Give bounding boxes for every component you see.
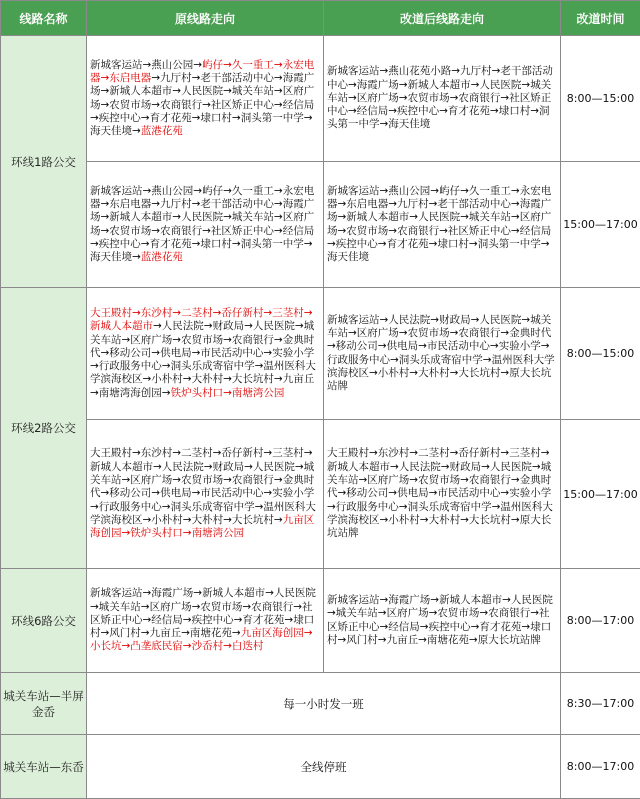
route-text-changed: 蓝港花苑 [141,125,183,137]
route-text: 新城客运站→海霞广场→新城人本超市→人民医院→城关车站→区府广场→农贸市场→农商银行→社区矫正中心→经信局→疾控中心→育才花苑→埭口村→风门村→九亩丘→南塘花苑→ [90,587,316,639]
header-row [1,1,640,36]
route-name-1: 环线1路公交 [1,36,87,288]
new-route: 新城客运站→燕山花苑小路→九厅村→老干部活动中心→海霞广场→新城人本超市→人民医院→城关车站→区府广场→农贸市场→农商银行→社区矫正中心→经信局→疾控中心→育才花苑→埭口村→洞头第一中学→海天佳境 [324,36,561,162]
route-text: 新城客运站→燕山公园→ [90,59,202,71]
original-route [87,569,324,673]
original-route [87,288,324,420]
service-note: 全线停班 [87,735,561,799]
change-time: 15:00—17:00 [561,162,640,288]
new-route: 新城客运站→人民法院→财政局→人民医院→城关车站→区府广场→农贸市场→农商银行→金典时代→移动公司→供电局→市民活动中心→实验小学→行政服务中心→洞头乐成寄宿中学→温州医科大学滨海校区→小朴村→大朴村→大长坑村→原大长坑站牌 [324,288,561,420]
table-row [1,569,640,673]
original-route [87,420,324,569]
change-time: 8:00—15:00 [561,36,640,162]
table-row [1,36,640,162]
table-row [1,288,640,420]
route-name-6: 环线6路公交 [1,569,87,673]
new-route: 大王殿村→东沙村→二茎村→岙仔新村→三茎村→新城人本超市→人民法院→财政局→人民医院→城关车站→区府广场→农贸市场→农商银行→金典时代→移动公司→供电局→市民活动中心→实验小学→行政服务中心→洞头乐成寄宿中学→温州医科大学滨海校区→小朴村→大朴村→大长坑村→原大长坑站牌 [324,420,561,569]
change-time: 8:30—17:00 [561,673,640,735]
route-text: 新城客运站→燕山公园→屿仔→久一重工→永宏电器→东启电器→九厅村→老干部活动中心→海霞广场→新城人本超市→人民医院→城关车站→区府广场→农贸市场→农商银行→社区矫正中心→经信局→疾控中心→育才花苑→埭口村→洞头第一中学→海天佳境→ [90,185,314,263]
original-route [87,36,324,162]
route-name-2: 环线2路公交 [1,288,87,569]
route-text-changed: 九亩区海创园→小长坑→凸垄底民宿→沙岙村→白迭村 [90,627,313,652]
change-time: 8:00—17:00 [561,735,640,799]
table-row [1,420,640,569]
route-name-dongao: 城关车站—东岙 [1,735,87,799]
route-text-changed: 九亩区海创园→铁炉头村口→南塘湾公园 [90,514,314,539]
header-original-route: 原线路走向 [87,1,324,36]
route-text: 大王殿村→东沙村→二茎村→岙仔新村→三茎村→新城人本超市→人民法院→财政局→人民医院→城关车站→区府广场→农贸市场→农商银行→金典时代→移动公司→供电局→市民活动中心→实验小学→行政服务中心→洞头乐成寄宿中学→温州医科大学滨海校区→小朴村→大朴村→大长坑村→ [90,447,316,525]
table-row [1,162,640,288]
route-text-changed: 屿仔→久一重工→永宏电器→东启电器 [90,59,314,84]
change-time: 8:00—15:00 [561,288,640,420]
route-text-changed: 铁炉头村口→南塘湾公园 [171,387,285,399]
route-text: →人民法院→财政局→人民医院→城关车站→区府广场→农贸市场→农商银行→金典时代→移动公司→供电局→市民活动中心→实验小学→行政服务中心→洞头乐成寄宿中学→温州医科大学滨海校区→小朴村→大朴村→大长坑村→九亩丘→南塘湾海创园→ [90,320,316,398]
header-route-name: 线路名称 [1,1,87,36]
route-text-changed: 蓝港花苑 [141,251,183,263]
table-row [1,735,640,799]
route-text: →九厅村→老干部活动中心→海霞广场→新城人本超市→人民医院→城关车站→区府广场→农贸市场→农商银行→社区矫正中心→经信局→疾控中心→育才花苑→埭口村→洞头第一中学→海天佳境→ [90,72,314,137]
new-route: 新城客运站→海霞广场→新城人本超市→人民医院→城关车站→区府广场→农贸市场→农商银行→社区矫正中心→经信局→疾控中心→育才花苑→埭口村→风门村→九亩丘→南塘花苑→原大长坑站牌 [324,569,561,673]
header-time: 改道时间 [561,1,640,36]
header-new-route: 改道后线路走向 [324,1,561,36]
service-note: 每一小时发一班 [87,673,561,735]
new-route: 新城客运站→燕山公园→屿仔→久一重工→永宏电器→东启电器→九厅村→老干部活动中心→海霞广场→新城人本超市→人民医院→城关车站→区府广场→农贸市场→农商银行→社区矫正中心→经信局→疾控中心→育才花苑→埭口村→洞头第一中学→海天佳境 [324,162,561,288]
original-route [87,162,324,288]
change-time: 8:00—17:00 [561,569,640,673]
route-name-banping: 城关车站—半屏金岙 [1,673,87,735]
table-row [1,673,640,735]
change-time: 15:00—17:00 [561,420,640,569]
route-text-changed: 大王殿村→东沙村→二茎村→岙仔新村→三茎村→新城人本超市 [90,307,313,332]
